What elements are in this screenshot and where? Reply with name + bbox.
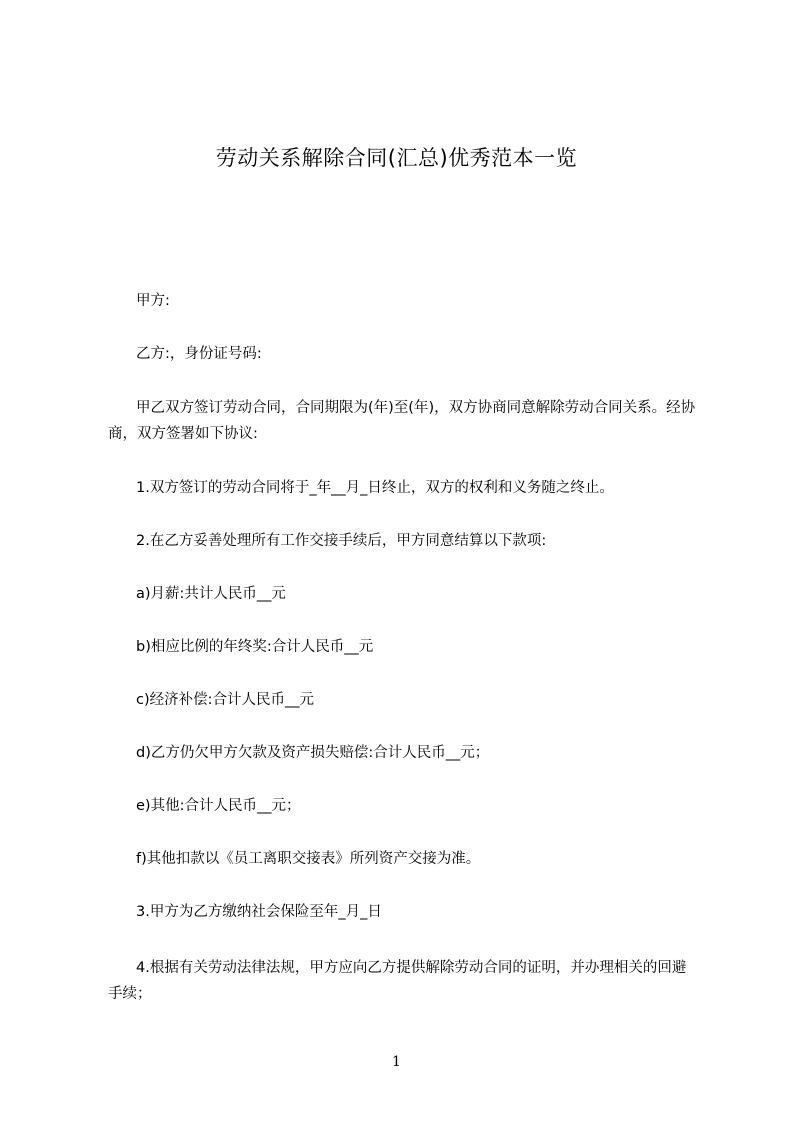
paragraph-item-b: b)相应比例的年终奖:合计人民币__元 — [136, 639, 374, 655]
paragraph-party-b: 乙方:，身份证号码: — [136, 346, 262, 362]
page-number: 1 — [392, 1054, 401, 1070]
paragraph-item-d: d)乙方仍欠甲方欠款及资产损失赔偿:合计人民币__元； — [136, 745, 490, 761]
paragraph-item-3: 3.甲方为乙方缴纳社会保险至年_月_日 — [136, 904, 382, 920]
paragraph-item-e: e)其他:合计人民币__元； — [136, 798, 301, 814]
paragraph-item-2: 2.在乙方妥善处理所有工作交接手续后，甲方同意结算以下款项: — [136, 533, 547, 549]
document-title: 劳动关系解除合同(汇总)优秀范本一览 — [215, 146, 578, 170]
paragraph-item-4: 4.根据有关劳动法律法规，甲方应向乙方提供解除劳动合同的证明，并办理相关的回避手续； — [108, 960, 687, 1002]
paragraph-item-1: 1.双方签订的劳动合同将于_年__月_日终止，双方的权利和义务随之终止。 — [136, 480, 614, 496]
paragraph-item-f: f)其他扣款以《员工离职交接表》所列资产交接为准。 — [136, 851, 481, 867]
paragraph-item-a: a)月薪:共计人民币__元 — [136, 586, 286, 602]
paragraph-intro: 甲乙双方签订劳动合同，合同期限为(年)至(年)，双方协商同意解除劳动合同关系。经协商，双方签署如下协议: — [108, 400, 696, 442]
paragraph-item-c: c)经济补偿:合计人民币__元 — [136, 692, 315, 708]
paragraph-party-a: 甲方: — [136, 293, 170, 309]
